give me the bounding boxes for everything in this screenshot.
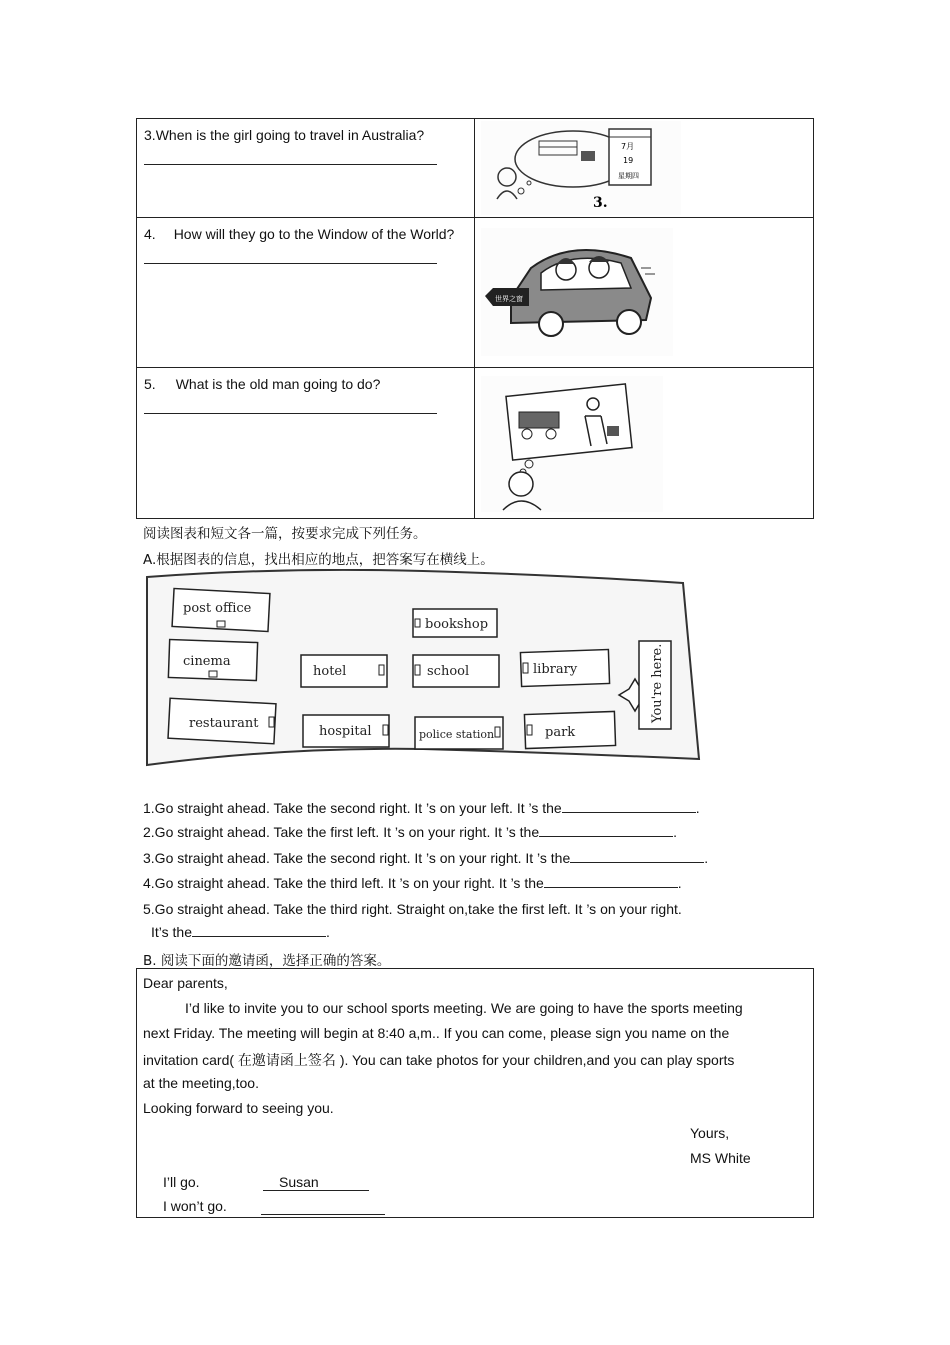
question-cell [137,119,475,217]
svg-text:You're here.: You're here. [650,643,665,723]
picture-cell [475,218,813,367]
map-place-hospital [303,715,389,747]
answer-line[interactable] [144,251,437,264]
question-text: How will they go to the Window of the World? [173,226,455,242]
svg-text:cinema: cinema [183,654,231,669]
letter-sender: MS White [690,1150,751,1166]
calendar-day: 19 [623,156,634,165]
map-place-cinema [168,639,257,680]
letter-closing: Looking forward to seeing you. [143,1100,334,1116]
answer-line[interactable] [144,152,437,165]
map-place-library [520,649,609,686]
svg-text:bookshop: bookshop [425,617,489,632]
map-place-park [524,711,615,748]
calendar-month: 7月 [621,142,635,151]
letter-body-line: at the meeting,too. [143,1075,259,1091]
map-place-police-station [415,717,503,749]
direction-5-answer: It’s the . [151,924,330,940]
answer-blank[interactable] [544,875,678,888]
reading-intro: 阅读图表和短文各一篇，按要求完成下列任务。 [143,526,427,542]
letter-body-line: next Friday. The meeting will begin at 8:40 a,m.. If you can come, please sign you name on the [143,1025,730,1041]
letter-greeting: Dear parents, [143,975,228,991]
car-illustration [481,228,673,356]
map-place-bookshop [413,609,497,637]
svg-text:park: park [545,725,576,740]
question-number: 4. [144,226,156,242]
will-go-signature-field[interactable] [263,1174,369,1191]
question-row-4 [137,218,813,368]
answer-blank[interactable] [539,824,673,837]
question-text: When is the girl going to travel in Australia? [155,127,425,143]
answer-line[interactable] [144,401,437,414]
direction-sign-text: 世界之窗 [495,295,523,303]
question-cell [137,218,475,367]
direction-3: 3.Go straight ahead. Take the second right. It ’s on your right. It ’s the . [143,850,709,866]
direction-5: 5.Go straight ahead. Take the third right. Straight on,take the first left. It ’s on your right. [143,901,682,917]
picture-cell [475,368,813,518]
direction-4: 4.Go straight ahead. Take the third left. It ’s on your right. It ’s the . [143,875,682,891]
answer-blank[interactable] [570,850,704,863]
question-table [136,118,814,519]
map-place-restaurant [168,698,276,743]
answer-blank[interactable] [562,800,696,813]
direction-1: 1.Go straight ahead. Take the second right. It ’s on your left. It ’s the . [143,800,700,816]
svg-text:police station: police station [419,728,495,741]
svg-text:restaurant: restaurant [189,716,259,731]
picture-caption: 3. [593,195,608,211]
direction-2: 2.Go straight ahead. Take the first left. It ’s on your right. It ’s the . [143,824,677,840]
you-are-here-sign [639,641,671,729]
question-row-5 [137,368,813,518]
question-number: 5. [144,376,156,392]
wont-go-label: I won’t go. [163,1198,227,1214]
calendar-weekday: 星期四 [618,172,639,180]
question-text: What is the old man going to do? [175,376,381,392]
svg-text:school: school [427,664,470,679]
letter-signoff: Yours, [690,1125,730,1141]
svg-text:library: library [533,662,578,677]
part-b-title: B. 阅读下面的邀请函，选择正确的答案。 [143,953,391,969]
svg-text:hospital: hospital [319,724,372,739]
wont-go-signature-field[interactable] [261,1198,385,1215]
map-place-school [413,655,499,687]
will-go-name: Susan [279,1174,319,1190]
map-place-hotel [301,655,387,687]
old-man-illustration [481,376,663,512]
svg-text:hotel: hotel [313,664,347,679]
picture-cell [475,119,813,217]
will-go-label: I’ll go. [163,1174,200,1190]
letter-body-line: I’d like to invite you to our school sports meeting. We are going to have the sports meeting [185,1000,743,1016]
question-cell [137,368,475,518]
question-row-3 [137,119,813,218]
svg-text:post office: post office [183,601,252,616]
answer-blank[interactable] [192,924,326,937]
street-map [143,569,711,767]
invitation-letter [136,968,814,1218]
letter-body-line: invitation card( 在邀请函上签名 ). You can take photos for your children,and you can play sports [143,1052,735,1068]
question-number: 3. [144,127,156,143]
girl-travel-illustration [481,121,681,215]
part-a-title: A.根据图表的信息，找出相应的地点，把答案写在横线上。 [143,552,494,568]
map-place-post-office [172,589,270,632]
